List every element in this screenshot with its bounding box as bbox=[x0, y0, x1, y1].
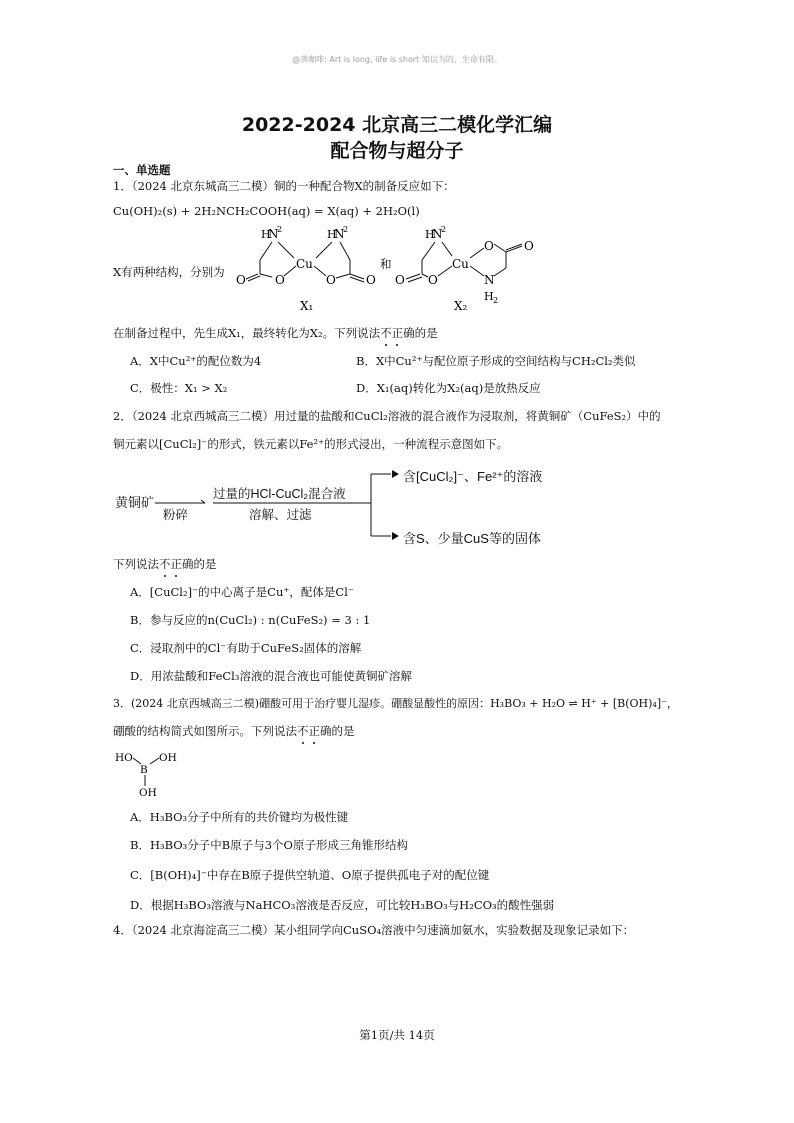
flow-start: 黄铜矿 bbox=[115, 495, 155, 510]
boric-oh-right: OH bbox=[159, 752, 177, 764]
x1-sup-right: 2 bbox=[343, 225, 349, 234]
page-footer: 第1页/共 14页 bbox=[359, 1028, 435, 1042]
x1-sup-left: 2 bbox=[277, 225, 283, 234]
x1-atom-n-left: N bbox=[268, 227, 279, 241]
x2-sup-top: 2 bbox=[441, 225, 447, 234]
q3-note-suffix: 确的是 bbox=[320, 724, 355, 738]
flow-output-solution: 含[CuCl₂]⁻、Fe²⁺的溶液 bbox=[403, 469, 543, 484]
q3-stem-line-1: 3．(2024 北京西城高三二模)硼酸可用于治疗婴儿湿疹。硼酸显酸性的原因：H₃BO₃ + H₂O ⇌ H⁺ + [B(OH)₄]⁻， bbox=[113, 697, 678, 710]
q2-note-emphasis-zheng: 正 bbox=[170, 557, 182, 571]
watermark: @蒸咖啡: Art is long, life is short 知以为的，生命有限。 bbox=[292, 55, 502, 64]
x1-atom-o-right: O bbox=[326, 273, 336, 287]
q2-option-b[interactable]: B．参与反应的n(CuCl₂) : n(CuFeS₂) = 3 : 1 bbox=[130, 613, 371, 627]
flow-output-solid: 含S、少量CuS等的固体 bbox=[403, 531, 541, 546]
q3-option-a[interactable]: A．H₃BO₃分子中所有的共价键均为极性键 bbox=[130, 810, 349, 824]
x2-sub-bottom: 2 bbox=[493, 296, 499, 305]
q1-equation: Cu(OH)₂(s) + 2H₂NCH₂COOH(aq) = X(aq) + 2H₂O(l) bbox=[113, 204, 420, 218]
x1-atom-h-left: H bbox=[261, 228, 271, 241]
x2-atom-o-carbonyl-right: O bbox=[524, 239, 534, 253]
structure-x2 bbox=[395, 225, 534, 313]
q4-stem: 4．（2024 北京海淀高三二模）某小组同学向CuSO₄溶液中匀速滴加氨水，实验数据及现象记录如下： bbox=[113, 923, 635, 937]
x2-atom-cu: Cu bbox=[452, 257, 469, 271]
x1-atom-o-carbonyl-left: O bbox=[236, 273, 246, 287]
q3-option-b[interactable]: B．H₃BO₃分子中B原子与3个O原子形成三角锥形结构 bbox=[130, 838, 408, 852]
q3-note-emphasis-not: 不 bbox=[297, 724, 309, 738]
boric-oh-bottom: OH bbox=[139, 787, 157, 799]
title-line-1: 2022-2024 北京高三二模化学汇编 bbox=[241, 114, 553, 136]
q2-option-d[interactable]: D．用浓盐酸和FeCl₃溶液的混合液也可能使黄铜矿溶解 bbox=[130, 669, 412, 683]
x1-atom-h-right: H bbox=[327, 228, 337, 241]
q3-stem-line-2 bbox=[113, 723, 355, 739]
q1-option-a[interactable]: A．X中Cu²⁺的配位数为4 bbox=[130, 354, 262, 368]
q3-note-emphasis-zheng: 正 bbox=[308, 724, 320, 738]
q2-flowchart bbox=[113, 460, 563, 550]
x1-label: X₁ bbox=[300, 299, 314, 313]
q3-option-d[interactable]: D．根据H₃BO₃溶液与NaHCO₃溶液是否反应，可比较H₃BO₃与H₂CO₃的酸性强弱 bbox=[130, 898, 555, 912]
x2-atom-o-carbonyl-left: O bbox=[395, 273, 405, 287]
q1-and: 和 bbox=[380, 257, 392, 271]
x2-atom-n-top: N bbox=[432, 227, 443, 241]
x2-atom-n-bottom: N bbox=[484, 273, 495, 287]
flow-reagent: 过量的HCl-CuCl₂混合液 bbox=[213, 487, 346, 501]
flow-step-dissolve: 溶解、过滤 bbox=[249, 508, 312, 522]
x1-atom-o-left: O bbox=[275, 273, 285, 287]
q3-option-c[interactable]: C．[B(OH)₄]⁻中存在B原子提供空轨道、O原子提供孤电子对的配位键 bbox=[130, 868, 490, 882]
q1-option-d[interactable]: D．X₁(aq)转化为X₂(aq)是放热反应 bbox=[356, 381, 541, 395]
q2-note-emphasis-not: 不 bbox=[159, 557, 171, 571]
q1-structures-intro: X有两种结构，分别为 bbox=[113, 265, 225, 279]
x2-atom-h-top: H bbox=[425, 228, 435, 241]
structure-x1 bbox=[236, 225, 376, 313]
q1-note-emphasis-not: 不 bbox=[380, 326, 392, 340]
title-line-2: 配合物与超分子 bbox=[330, 140, 464, 162]
q2-note-suffix: 确的是 bbox=[182, 557, 217, 571]
x2-atom-o-right: O bbox=[484, 239, 494, 253]
q1-option-c[interactable]: C．极性：X₁ > X₂ bbox=[130, 381, 228, 395]
x1-atom-o-carbonyl-right: O bbox=[366, 273, 376, 287]
q3-stem-prefix: 硼酸的结构简式如图所示。下列说法 bbox=[113, 724, 297, 738]
q1-note-suffix: 确的是 bbox=[403, 326, 438, 340]
q1-structures-figure bbox=[230, 222, 550, 320]
q1-note-emphasis-zheng: 正 bbox=[391, 326, 404, 340]
boric-acid-structure bbox=[113, 744, 193, 800]
q2-stem-line-2: 铜元素以[CuCl₂]⁻的形式，铁元素以Fe²⁺的形式浸出，一种流程示意图如下。 bbox=[113, 437, 509, 451]
x1-atom-n-right: N bbox=[334, 227, 345, 241]
x2-atom-o-left: O bbox=[428, 273, 438, 287]
q2-note-prefix: 下列说法 bbox=[113, 557, 159, 571]
boric-ho: HO bbox=[115, 752, 133, 764]
q1-stem: 1．（2024 北京东城高三二模）铜的一种配合物X的制备反应如下： bbox=[113, 179, 455, 193]
x2-label: X₂ bbox=[454, 299, 468, 313]
x2-atom-h-bottom: H bbox=[484, 290, 494, 303]
q2-option-c[interactable]: C．浸取剂中的Cl⁻有助于CuFeS₂固体的溶解 bbox=[130, 641, 362, 655]
q1-note-prefix: 在制备过程中，先生成X₁，最终转化为X₂。下列说法 bbox=[113, 326, 381, 340]
boric-b: B bbox=[140, 764, 148, 776]
q1-note bbox=[113, 325, 438, 341]
q1-option-b[interactable]: B．X中Cu²⁺与配位原子形成的空间结构与CH₂Cl₂类似 bbox=[356, 354, 636, 368]
q2-note bbox=[113, 556, 217, 572]
q2-option-a[interactable]: A．[CuCl₂]⁻的中心离子是Cu⁺，配体是Cl⁻ bbox=[130, 585, 354, 599]
x1-atom-cu: Cu bbox=[296, 257, 313, 271]
section-heading: 一、单选题 bbox=[113, 163, 171, 177]
q2-stem-line-1: 2．（2024 北京西城高三二模）用过量的盐酸和CuCl₂溶液的混合液作为浸取剂，将黄铜矿（CuFeS₂）中的 bbox=[113, 409, 661, 423]
flow-step-crush: 粉碎 bbox=[163, 508, 189, 522]
